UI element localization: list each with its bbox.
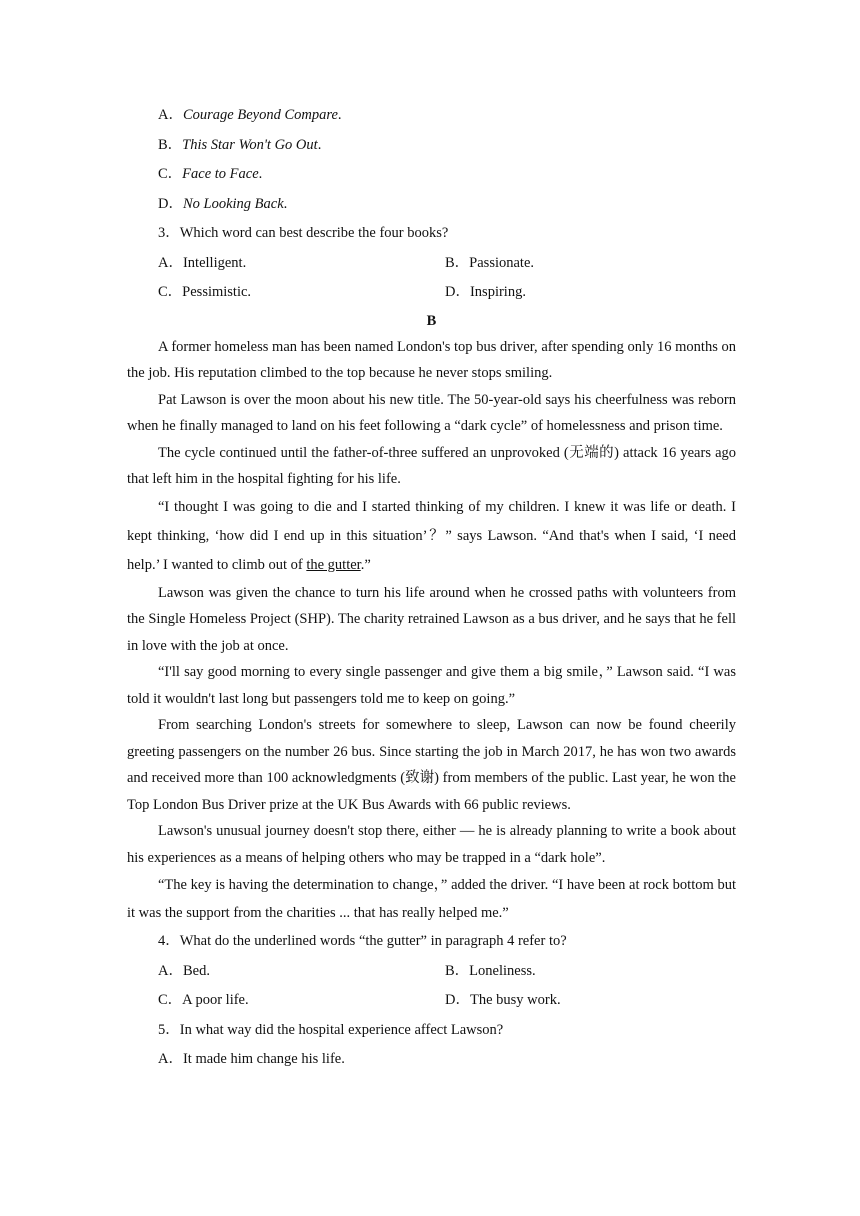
question-5-stem: 5．In what way did the hospital experience affect Lawson? xyxy=(158,1021,504,1038)
q3-option-a: A．Intelligent. xyxy=(158,254,247,271)
passage-paragraph-2: Pat Lawson is over the moon about his new title. The 50-year-old says his cheerfulness was reborn when he finally managed to land on his feet following a “dark cycle” of homelessness and prison time. xyxy=(127,391,736,434)
question-4-stem: 4．What do the underlined words “the gutter” in paragraph 4 refer to? xyxy=(158,933,567,949)
q4-option-a: A．Bed. xyxy=(158,962,210,979)
q4-option-b: B．Loneliness. xyxy=(445,962,536,979)
q2-option-b: B．This Star Won't Go Out. xyxy=(158,136,322,153)
q3-option-c: C．Pessimistic. xyxy=(158,284,252,300)
passage-paragraph-1: A former homeless man has been named London's top bus driver, after spending only 16 months on the job. His reputation climbed to the top because he never stops smiling. xyxy=(127,338,736,381)
q3-option-d: D．Inspiring. xyxy=(445,284,526,300)
q5-option-a: A．It made him change his life. xyxy=(158,1051,345,1067)
q2-option-a: A．Courage Beyond Compare. xyxy=(158,107,342,123)
q2-option-d: D．No Looking Back. xyxy=(158,195,288,212)
q3-option-b: B．Passionate. xyxy=(445,254,535,271)
q3-options-row-2 xyxy=(158,278,736,308)
passage-paragraph-4: “I thought I was going to die and I started thinking of my children. I knew it was life or death. I kept thinking, ‘how did I end up in this situation’？” says Lawson. “And that's when I said, ‘I need help.’ I wanted to climb out of the gutter.” xyxy=(127,498,736,573)
q4-option-c: C．A poor life. xyxy=(158,992,249,1008)
page-content xyxy=(127,101,736,1075)
q4-options-row-2 xyxy=(158,986,736,1016)
underlined-the-gutter: the gutter xyxy=(306,556,361,573)
passage-paragraph-5: Lawson was given the chance to turn his life around when he crossed paths with volunteers from the Single Homeless Project (SHP). The charity retrained Lawson as a bus driver, and he says that he fell in love with the job at once. xyxy=(127,584,736,654)
q2-option-c: C．Face to Face. xyxy=(158,166,263,182)
q4-option-d: D．The busy work. xyxy=(445,992,561,1008)
passage-paragraph-9: “The key is having the determination to change，” added the driver. “I have been at rock bottom but it was the support from the charities ... that has really helped me.” xyxy=(127,877,736,921)
passage-paragraph-3: The cycle continued until the father-of-three suffered an unprovoked (无端的) attack 16 years ago that left him in the hospital fighting for his life. xyxy=(127,444,736,487)
q3-options-row-1 xyxy=(158,249,736,279)
question-3-stem: 3．Which word can best describe the four books? xyxy=(158,225,449,241)
q4-options-row-1 xyxy=(158,957,736,987)
passage-paragraph-8: Lawson's unusual journey doesn't stop there, either — he is already planning to write a book about his experiences as a means of helping others who may be trapped in a “dark hole”. xyxy=(127,823,736,866)
passage-paragraph-7: From searching London's streets for somewhere to sleep, Lawson can now be found cheerily greeting passengers on the number 26 bus. Since starting the job in March 2017, he has won two awards and received more than 100 acknowledgments (致谢) from members of the public. Last year, he won the Top London Bus Driver prize at the UK Bus Awards with 66 public reviews. xyxy=(127,717,736,813)
passage-paragraph-6: “I'll say good morning to every single passenger and give them a big smile，” Lawson said. “I was told it wouldn't last long but passengers told me to keep on going.” xyxy=(127,664,736,707)
section-heading-b: B xyxy=(426,312,437,329)
